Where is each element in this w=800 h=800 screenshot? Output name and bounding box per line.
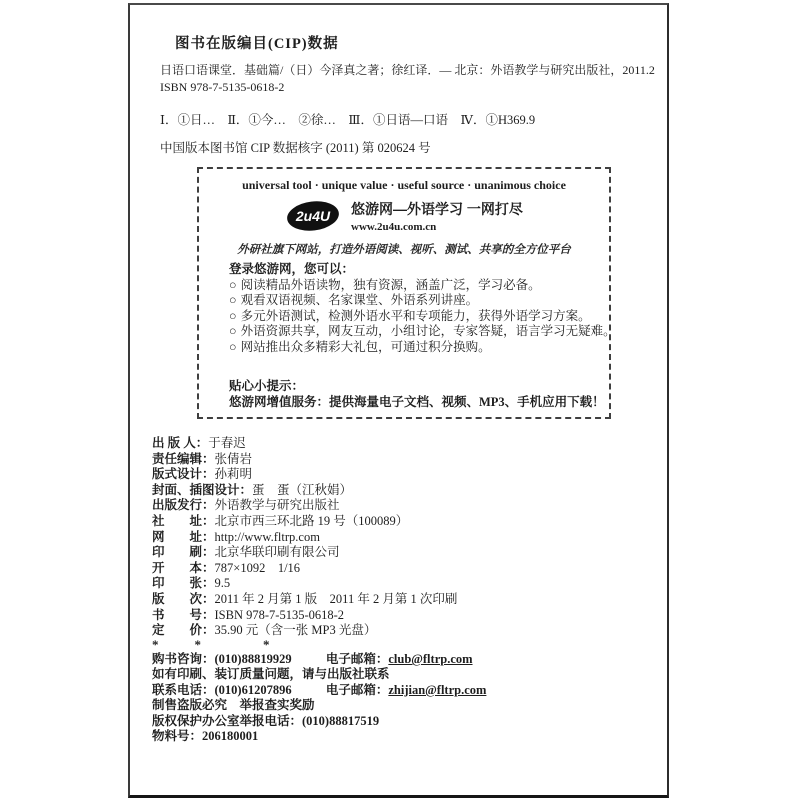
- pub-value: 2011 年 2 月第 1 版 2011 年 2 月第 1 次印刷: [214, 591, 458, 606]
- pub-label: 印 张：: [152, 576, 215, 591]
- pub-label: 开 本：: [152, 560, 215, 575]
- pub-value: 蛋 蛋（江秋娟）: [252, 482, 353, 497]
- list-item: [229, 309, 616, 325]
- pub-row-cover-design: [152, 483, 457, 499]
- asterisk: *: [194, 637, 201, 652]
- contact-email: zhijian@fltrp.com: [388, 682, 487, 697]
- pub-row-printer: [152, 545, 457, 561]
- site-info: [351, 199, 523, 233]
- pub-label: 版式设计：: [152, 467, 215, 482]
- website-ad-box: [197, 167, 616, 419]
- pub-value: 35.90 元（含一张 MP3 光盘）: [214, 623, 377, 638]
- pub-row-publisher: [152, 498, 457, 514]
- copyright-line: 版权保护办公室举报电话：(010)88817519: [152, 713, 380, 728]
- pub-row-layout-design: [152, 467, 457, 483]
- pub-value: 张倩岩: [214, 451, 253, 466]
- ad-logo-row: [199, 197, 609, 235]
- circle-bullet-icon: ○: [229, 277, 237, 292]
- tip-text: 悠游网增值服务：提供海量电子文档、视频、MP3、手机应用下载！: [229, 394, 605, 409]
- pub-label: 印 刷：: [152, 545, 215, 560]
- site-url: www.2u4u.com.cn: [351, 221, 437, 233]
- contact-block: [152, 652, 486, 744]
- asterisk: *: [152, 637, 159, 652]
- email-label: 电子邮箱：: [325, 652, 389, 666]
- asterisk-separator: [152, 637, 270, 653]
- purchase-email: club@fltrp.com: [388, 652, 473, 666]
- pub-label: 版 次：: [152, 591, 215, 606]
- quality-line: 如有印刷、装订质量问题，请与出版社联系: [152, 667, 390, 682]
- piracy-line: 制售盗版必究 举报查实奖励: [152, 698, 315, 713]
- material-number-line: 物料号：206180001: [152, 729, 259, 744]
- ad-english-slogan: universal tool · unique value · useful source · unanimous choice: [242, 178, 566, 192]
- pub-label: 出版发行：: [152, 498, 215, 513]
- feature-text: 观看双语视频、名家课堂、外语系列讲座。: [240, 293, 479, 308]
- pub-row-website: [152, 530, 457, 546]
- cip-title-line: 日语口语课堂．基础篇/（日）今泽真之著；徐红译．— 北京：外语教学与研究出版社，2011.2: [160, 63, 655, 77]
- purchase-phone: 购书咨询：(010)88819929: [152, 652, 292, 666]
- list-item: [229, 340, 616, 356]
- pub-value: 北京华联印刷有限公司: [214, 545, 340, 560]
- feature-text: 外语资源共享，网友互动，小组讨论，专家答疑，语言学习无疑难。: [240, 324, 616, 339]
- contact-line: [152, 683, 486, 698]
- pub-row-editor: [152, 452, 457, 468]
- tip-block: [229, 379, 605, 410]
- cip-header: 图书在版编目(CIP)数据: [175, 36, 339, 52]
- pub-label: 出 版 人：: [152, 436, 209, 450]
- feature-text: 网站推出众多精彩大礼包，可通过积分换购。: [240, 339, 491, 354]
- 2u4u-logo-text: 2u4U: [295, 208, 331, 224]
- pub-value: http://www.fltrp.com: [214, 529, 320, 544]
- site-description: 外研社旗下网站，打造外语阅读、视听、测试、共享的全方位平台: [237, 244, 571, 256]
- pub-label: 责任编辑：: [152, 451, 215, 466]
- pub-value: 于春迟: [208, 436, 246, 450]
- login-heading: 登录悠游网，您可以：: [229, 262, 355, 276]
- cip-description: [160, 62, 655, 96]
- pub-label: 书 号：: [152, 607, 215, 622]
- pub-row-address: [152, 514, 457, 530]
- pub-row-isbn: [152, 608, 457, 624]
- cip-record-number: 中国版本图书馆 CIP 数据核字 (2011) 第 020624 号: [160, 141, 431, 155]
- list-item: [229, 278, 616, 294]
- 2u4u-logo-icon: [285, 197, 341, 235]
- pub-label: 社 址：: [152, 513, 215, 528]
- publication-info: [152, 436, 457, 639]
- pub-row-edition: [152, 592, 457, 608]
- circle-bullet-icon: ○: [229, 308, 237, 323]
- pub-label: 网 址：: [152, 529, 215, 544]
- feature-text: 多元外语测试，检测外语水平和专项能力，获得外语学习方案。: [240, 308, 591, 323]
- site-title: 悠游网—外语学习 一网打尽: [351, 201, 523, 217]
- list-item: [229, 293, 616, 309]
- login-benefits: [229, 262, 616, 356]
- purchase-line: [152, 652, 486, 667]
- asterisk: *: [263, 637, 270, 652]
- email-label: 电子邮箱：: [325, 682, 389, 697]
- pub-value: 外语教学与研究出版社: [214, 498, 340, 513]
- pub-row-sheets: [152, 576, 457, 592]
- cip-classification: Ⅰ．①日… Ⅱ．①今… ②徐… Ⅲ．①日语—口语 Ⅳ．①H369.9: [160, 113, 536, 127]
- pub-value: 孙莉明: [214, 467, 253, 482]
- tip-heading: 贴心小提示：: [229, 379, 305, 393]
- feature-text: 阅读精品外语读物，独有资源，涵盖广泛，学习必备。: [240, 277, 541, 292]
- pub-value: 北京市西三环北路 19 号（100089）: [214, 513, 409, 528]
- pub-value: 9.5: [214, 576, 231, 591]
- pub-row-format: [152, 561, 457, 577]
- pub-row-publisher-person: [152, 436, 457, 452]
- list-item: [229, 324, 616, 340]
- pub-value: 787×1092 1/16: [214, 560, 301, 575]
- contact-phone: 联系电话：(010)61207896: [152, 682, 292, 697]
- pub-label: 封面、插图设计：: [152, 482, 253, 497]
- circle-bullet-icon: ○: [229, 324, 237, 339]
- pub-value: ISBN 978-7-5135-0618-2: [214, 607, 345, 622]
- cip-isbn-line: ISBN 978-7-5135-0618-2: [160, 80, 285, 94]
- pub-label: 定 价：: [152, 623, 215, 638]
- circle-bullet-icon: ○: [229, 339, 237, 354]
- circle-bullet-icon: ○: [229, 293, 237, 308]
